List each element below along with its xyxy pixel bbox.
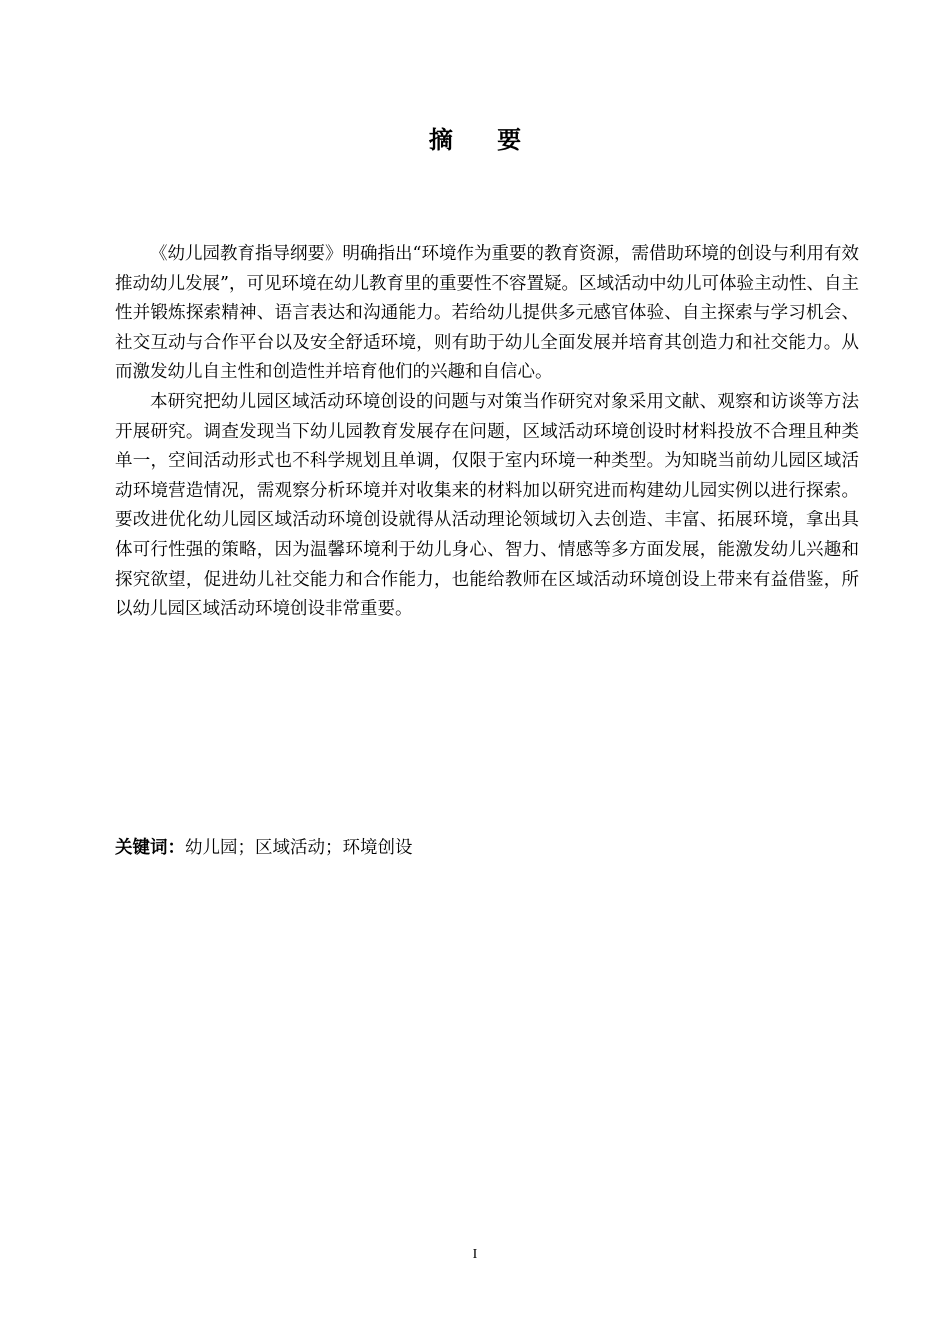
keywords-line bbox=[115, 834, 859, 863]
abstract-paragraph-2: 本研究把幼儿园区域活动环境创设的问题与对策当作研究对象采用文献、观察和访谈等方法开展研究。调查发现当下幼儿园教育发展存在问题，区域活动环境创设时材料投放不合理且种类单一，空间活动形式也不科学规划且单调，仅限于室内环境一种类型。为知晓当前幼儿园区域活动环境营造情况，需观察分析环境并对收集来的材料加以研究进而构建幼儿园实例以进行探索。要改进优化幼儿园区域活动环境创设就得从活动理论领域切入去创造、丰富、拓展环境，拿出具体可行性强的策略，因为温馨环境利于幼儿身心、智力、情感等多方面发展，能激发幼儿兴趣和探究欲望，促进幼儿社交能力和合作能力，也能给教师在区域活动环境创设上带来有益借鉴，所以幼儿园区域活动环境创设非常重要。 bbox=[115, 391, 859, 620]
keywords-text: 幼儿园；区域活动；环境创设 bbox=[185, 838, 413, 858]
page-number: I bbox=[472, 1247, 478, 1262]
page-title: 摘 要 bbox=[428, 126, 540, 154]
abstract-paragraph-1: 《幼儿园教育指导纲要》明确指出“环境作为重要的教育资源，需借助环境的创设与利用有效推动幼儿发展”，可见环境在幼儿教育里的重要性不容置疑。区域活动中幼儿可体验主动性、自主性并锻炼探索精神、语言表达和沟通能力。若给幼儿提供多元感官体验、自主探索与学习机会、社交互动与合作平台以及安全舒适环境，则有助于幼儿全面发展并培育其创造力和社交能力。从而激发幼儿自主性和创造性并培育他们的兴趣和自信心。 bbox=[115, 244, 859, 383]
keywords-label: 关键词： bbox=[115, 838, 185, 858]
abstract-body bbox=[115, 240, 859, 625]
